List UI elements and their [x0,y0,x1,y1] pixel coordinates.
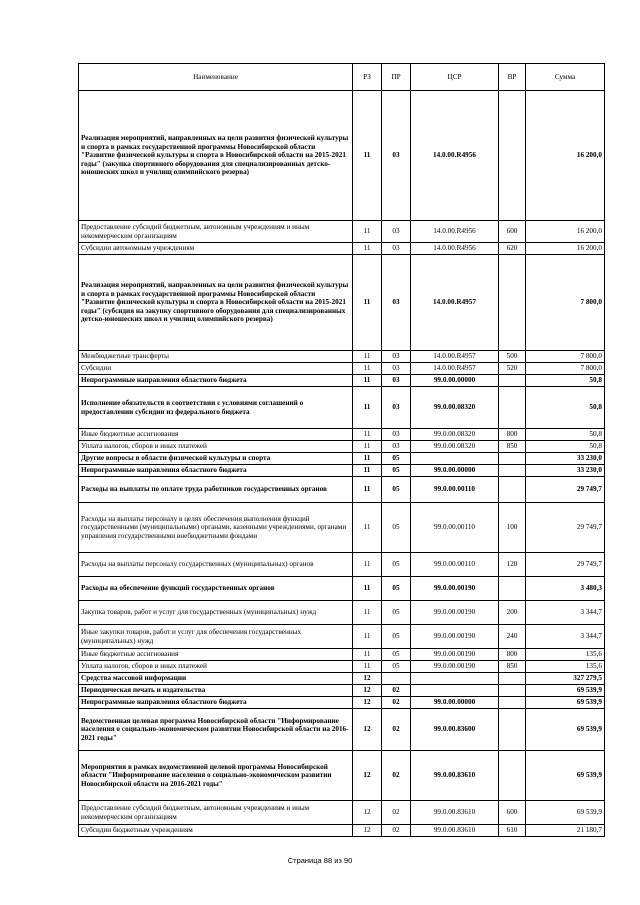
cell-csr: 99.0.00.08320 [411,441,499,453]
table-row [79,751,605,801]
cell-csr: 14.0.00.R4957 [411,363,499,375]
table-row [79,351,605,363]
cell-sum: 69 539,9 [526,751,605,801]
cell-sum: 327 279,5 [526,673,605,685]
cell-sum: 16 200,0 [526,221,605,243]
table-row [79,801,605,825]
cell-csr: 99.0.00.00190 [411,577,499,601]
cell-pr: 03 [382,255,411,351]
cell-pr: 02 [382,751,411,801]
cell-pr: 05 [382,477,411,503]
cell-csr: 99.0.00.83610 [411,801,499,825]
cell-csr: 99.0.00.00110 [411,553,499,577]
table-row [79,503,605,553]
cell-rz: 11 [353,91,382,221]
cell-pr: 02 [382,801,411,825]
cell-sum: 7 800,0 [526,363,605,375]
cell-name: Субсидии автономным учреждениям [79,243,353,255]
cell-sum: 29 749,7 [526,503,605,553]
cell-sum: 69 539,9 [526,697,605,709]
cell-csr [411,453,499,465]
cell-rz: 11 [353,453,382,465]
table-row [79,825,605,837]
table-row [79,685,605,697]
cell-rz: 11 [353,429,382,441]
cell-rz: 11 [353,625,382,649]
cell-vr: 200 [499,601,526,625]
col-header-csr: ЦСР [411,64,499,91]
cell-sum: 69 539,9 [526,801,605,825]
cell-vr [499,453,526,465]
cell-vr [499,697,526,709]
cell-name: Исполнение обязательств в соответствии с условиями соглашений о предоставлении субсидии из федерального бюджета [79,387,353,429]
col-header-name: Наименование [79,64,353,91]
table-row [79,221,605,243]
table-row [79,387,605,429]
cell-rz: 11 [353,351,382,363]
cell-sum: 16 200,0 [526,243,605,255]
cell-vr: 850 [499,661,526,673]
cell-rz: 11 [353,601,382,625]
cell-sum: 3 344,7 [526,625,605,649]
cell-pr: 05 [382,503,411,553]
cell-rz: 11 [353,577,382,601]
cell-csr: 14.0.00.R4956 [411,243,499,255]
cell-name: Непрограммные направления областного бюджета [79,465,353,477]
cell-name: Непрограммные направления областного бюджета [79,375,353,387]
cell-csr: 14.0.00.R4957 [411,351,499,363]
cell-pr: 05 [382,553,411,577]
cell-name: Субсидии [79,363,353,375]
cell-vr: 600 [499,221,526,243]
cell-name: Реализация мероприятий, направленных на цели развития физической культуры и спорта в рамках государственной программы Новосибирской области "Развитие физической культуры и спорта в Новосибирской области на 2015-2021 годы" (субсидия на закупку спортивного оборудования для специализированных детско-юношеских школ и училищ олимпийского резерва) [79,255,353,351]
cell-rz: 11 [353,477,382,503]
cell-vr [499,709,526,751]
table-row [79,625,605,649]
cell-name: Иные бюджетные ассигнования [79,649,353,661]
cell-csr: 99.0.00.00190 [411,601,499,625]
cell-rz: 12 [353,751,382,801]
cell-name: Ведомственная целевая программа Новосибирской области "Информирование населения о социально-экономическом развитии Новосибирской области на 2016-2021 годы" [79,709,353,751]
table-row [79,453,605,465]
cell-rz: 12 [353,685,382,697]
cell-vr: 120 [499,553,526,577]
cell-sum: 33 230,0 [526,465,605,477]
cell-name: Мероприятия в рамках ведомственной целевой программы Новосибирской области "Информирование населения о социально-экономическом развитии Новосибирской области на 2016-2021 годы" [79,751,353,801]
cell-csr: 14.0.00.R4956 [411,221,499,243]
table-row [79,477,605,503]
col-header-vr: ВР [499,64,526,91]
cell-vr: 520 [499,363,526,375]
budget-page [78,63,604,837]
cell-csr: 99.0.00.00000 [411,375,499,387]
cell-vr [499,387,526,429]
cell-sum: 50,8 [526,429,605,441]
cell-sum: 50,8 [526,387,605,429]
budget-table [78,63,605,837]
table-row [79,577,605,601]
cell-csr [411,673,499,685]
cell-vr: 100 [499,503,526,553]
cell-pr: 03 [382,221,411,243]
cell-sum: 29 749,7 [526,477,605,503]
cell-sum: 50,8 [526,375,605,387]
table-row [79,661,605,673]
cell-vr [499,465,526,477]
cell-name: Субсидии бюджетным учреждениям [79,825,353,837]
cell-name: Предоставление субсидий бюджетным, автономным учреждениям и иным некоммерческим организациям [79,221,353,243]
cell-csr: 99.0.00.08320 [411,387,499,429]
col-header-rz: РЗ [353,64,382,91]
table-row [79,91,605,221]
cell-sum: 29 749,7 [526,553,605,577]
cell-csr: 14.0.00.R4957 [411,255,499,351]
cell-csr: 99.0.00.00110 [411,477,499,503]
cell-vr [499,577,526,601]
table-row [79,673,605,685]
cell-rz: 12 [353,673,382,685]
cell-pr: 03 [382,441,411,453]
cell-pr: 05 [382,453,411,465]
cell-pr: 03 [382,91,411,221]
cell-csr: 99.0.00.00110 [411,503,499,553]
cell-vr [499,255,526,351]
cell-sum: 69 539,9 [526,709,605,751]
cell-name: Предоставление субсидий бюджетным, автономным учреждениям и иным некоммерческим организациям [79,801,353,825]
cell-name: Периодическая печать и издательства [79,685,353,697]
cell-vr [499,673,526,685]
cell-pr: 02 [382,697,411,709]
cell-name: Закупка товаров, работ и услуг для государственных (муниципальных) нужд [79,601,353,625]
cell-name: Межбюджетные трансферты [79,351,353,363]
cell-csr: 99.0.00.00190 [411,661,499,673]
cell-rz: 11 [353,465,382,477]
cell-name: Иные бюджетные ассигнования [79,429,353,441]
cell-pr: 03 [382,387,411,429]
cell-csr: 99.0.00.00190 [411,649,499,661]
cell-vr [499,751,526,801]
cell-pr: 03 [382,243,411,255]
cell-rz: 11 [353,649,382,661]
cell-pr [382,673,411,685]
cell-rz: 11 [353,387,382,429]
cell-pr: 03 [382,351,411,363]
cell-sum: 3 480,3 [526,577,605,601]
cell-csr: 99.0.00.00000 [411,697,499,709]
col-header-sum: Сумма [526,64,605,91]
cell-pr: 03 [382,429,411,441]
table-row [79,363,605,375]
cell-name: Уплата налогов, сборов и иных платежей [79,661,353,673]
cell-pr: 05 [382,625,411,649]
cell-vr [499,91,526,221]
cell-vr [499,477,526,503]
cell-vr [499,375,526,387]
cell-sum: 7 800,0 [526,255,605,351]
table-header-row [79,64,605,91]
cell-rz: 11 [353,243,382,255]
cell-rz: 11 [353,503,382,553]
cell-pr: 03 [382,375,411,387]
page-footer: Страница 88 из 90 [287,856,353,865]
cell-name: Иные закупки товаров, работ и услуг для обеспечения государственных (муниципальных) нужд [79,625,353,649]
cell-sum: 16 200,0 [526,91,605,221]
cell-sum: 33 230,0 [526,453,605,465]
cell-vr: 500 [499,351,526,363]
cell-name: Другие вопросы в области физической культуры и спорта [79,453,353,465]
cell-name: Расходы на выплаты персоналу в целях обеспечения выполнения функций государственными (муниципальными) органами, казенными учреждениями, органами управления государственными внебюджетными фондами [79,503,353,553]
cell-csr: 99.0.00.00000 [411,465,499,477]
cell-rz: 11 [353,221,382,243]
cell-vr: 240 [499,625,526,649]
cell-pr: 05 [382,465,411,477]
cell-pr: 05 [382,601,411,625]
cell-rz: 11 [353,375,382,387]
cell-vr: 600 [499,801,526,825]
cell-name: Расходы на выплаты персоналу государственных (муниципальных) органов [79,553,353,577]
cell-name: Уплата налогов, сборов и иных платежей [79,441,353,453]
cell-rz: 11 [353,363,382,375]
cell-vr: 800 [499,429,526,441]
table-row [79,649,605,661]
table-row [79,553,605,577]
cell-vr: 610 [499,825,526,837]
table-row [79,243,605,255]
cell-rz: 12 [353,697,382,709]
cell-rz: 11 [353,553,382,577]
table-row [79,601,605,625]
cell-rz: 12 [353,825,382,837]
table-row [79,375,605,387]
table-row [79,697,605,709]
cell-csr: 99.0.00.83610 [411,825,499,837]
cell-csr: 99.0.00.08320 [411,429,499,441]
cell-csr: 99.0.00.83600 [411,709,499,751]
cell-vr: 620 [499,243,526,255]
cell-csr [411,685,499,697]
cell-pr: 02 [382,825,411,837]
cell-rz: 11 [353,661,382,673]
cell-sum: 135,6 [526,649,605,661]
table-row [79,429,605,441]
cell-csr: 99.0.00.00190 [411,625,499,649]
cell-csr: 99.0.00.83610 [411,751,499,801]
table-body [79,91,605,837]
cell-name: Расходы на обеспечение функций государственных органов [79,577,353,601]
cell-pr: 02 [382,685,411,697]
cell-name: Расходы на выплаты по оплате труда работников государственных органов [79,477,353,503]
cell-pr: 05 [382,577,411,601]
cell-csr: 14.0.00.R4956 [411,91,499,221]
cell-vr: 850 [499,441,526,453]
cell-sum: 69 539,9 [526,685,605,697]
cell-pr: 05 [382,649,411,661]
cell-sum: 135,6 [526,661,605,673]
table-row [79,465,605,477]
cell-pr: 05 [382,661,411,673]
col-header-pr: ПР [382,64,411,91]
cell-rz: 12 [353,709,382,751]
cell-rz: 11 [353,255,382,351]
cell-rz: 11 [353,441,382,453]
cell-sum: 3 344,7 [526,601,605,625]
cell-rz: 12 [353,801,382,825]
table-row [79,709,605,751]
table-row [79,441,605,453]
cell-name: Средства массовой информации [79,673,353,685]
cell-name: Непрограммные направления областного бюджета [79,697,353,709]
cell-vr [499,685,526,697]
cell-vr: 800 [499,649,526,661]
cell-pr: 03 [382,363,411,375]
cell-sum: 50,8 [526,441,605,453]
cell-sum: 7 800,0 [526,351,605,363]
cell-name: Реализация мероприятий, направленных на цели развития физической культуры и спорта в рамках государственной программы Новосибирской области "Развитие физической культуры и спорта в Новосибирской области на 2015-2021 годы" (закупка спортивного оборудования для специализированных детско-юношеских школ и училищ олимпийского резерва) [79,91,353,221]
cell-sum: 21 180,7 [526,825,605,837]
table-row [79,255,605,351]
cell-pr: 02 [382,709,411,751]
